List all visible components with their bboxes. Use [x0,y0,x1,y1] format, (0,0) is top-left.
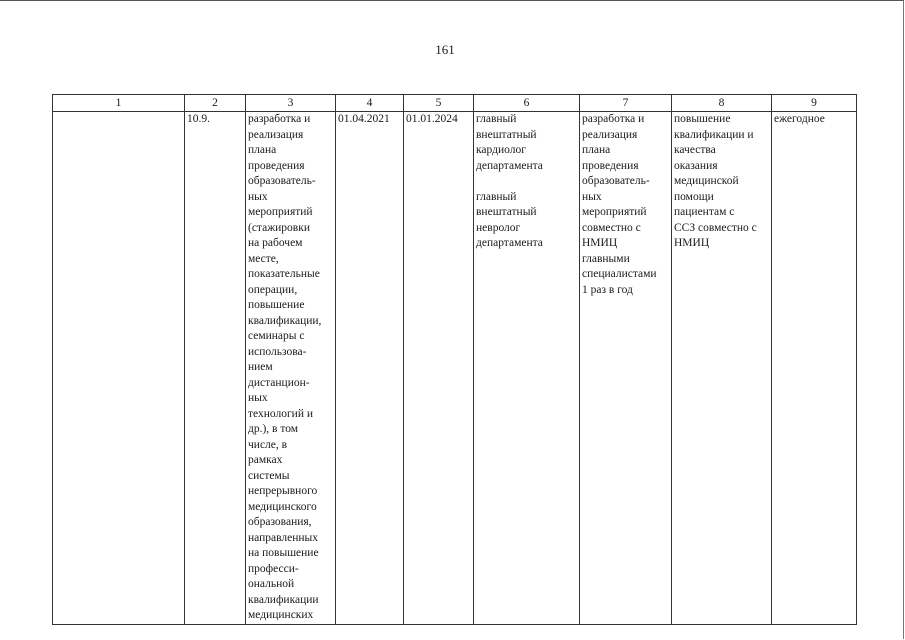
cell-activity-text: разработка и реализация плана проведения образователь- ных мероприятий (стажировки на рабочем месте, показательные операции, повышение квалификации, семинары с использова- нием дистанцион- ных технологий и др.), в том числе, в рамках системы непрерывного медицинского образования, направленных на повышение професси- ональной квалификации медицинских [248,113,322,621]
table-header-row [53,95,857,112]
cell-item-number [185,112,246,625]
cell-responsible [474,112,580,625]
cell-responsible-text: главный внештатный кардиолог департамента главный внештатный невролог департамента [476,113,543,249]
cell-end-date [404,112,474,625]
cell-activity [246,112,336,625]
column-header-9: 9 [772,95,857,112]
column-header-6: 6 [474,95,580,112]
column-header-1: 1 [53,95,185,112]
cell-characteristic-text: разработка и реализация плана проведения образователь- ных мероприятий совместно с НМИЦ главными специалистами 1 раз в год [582,113,657,296]
cell-section [53,112,185,625]
table-row [53,112,857,625]
column-header-2: 2 [185,95,246,112]
page-number: 161 [435,42,455,57]
cell-start-date [336,112,404,625]
cell-frequency [772,112,857,625]
cell-frequency-text: ежегодное [774,113,825,125]
cell-result [672,112,772,625]
column-header-4: 4 [336,95,404,112]
column-header-8: 8 [672,95,772,112]
cell-result-text: повышение квалификации и качества оказания медицинской помощи пациентам с ССЗ совместно с НМИЦ [674,113,757,249]
cell-characteristic [580,112,672,625]
column-header-5: 5 [404,95,474,112]
cell-start-date-text: 01.04.2021 [338,113,390,125]
column-header-7: 7 [580,95,672,112]
cell-end-date-text: 01.01.2024 [406,113,458,125]
document-table [52,94,857,625]
column-header-3: 3 [246,95,336,112]
cell-item-number-text: 10.9. [187,113,210,125]
